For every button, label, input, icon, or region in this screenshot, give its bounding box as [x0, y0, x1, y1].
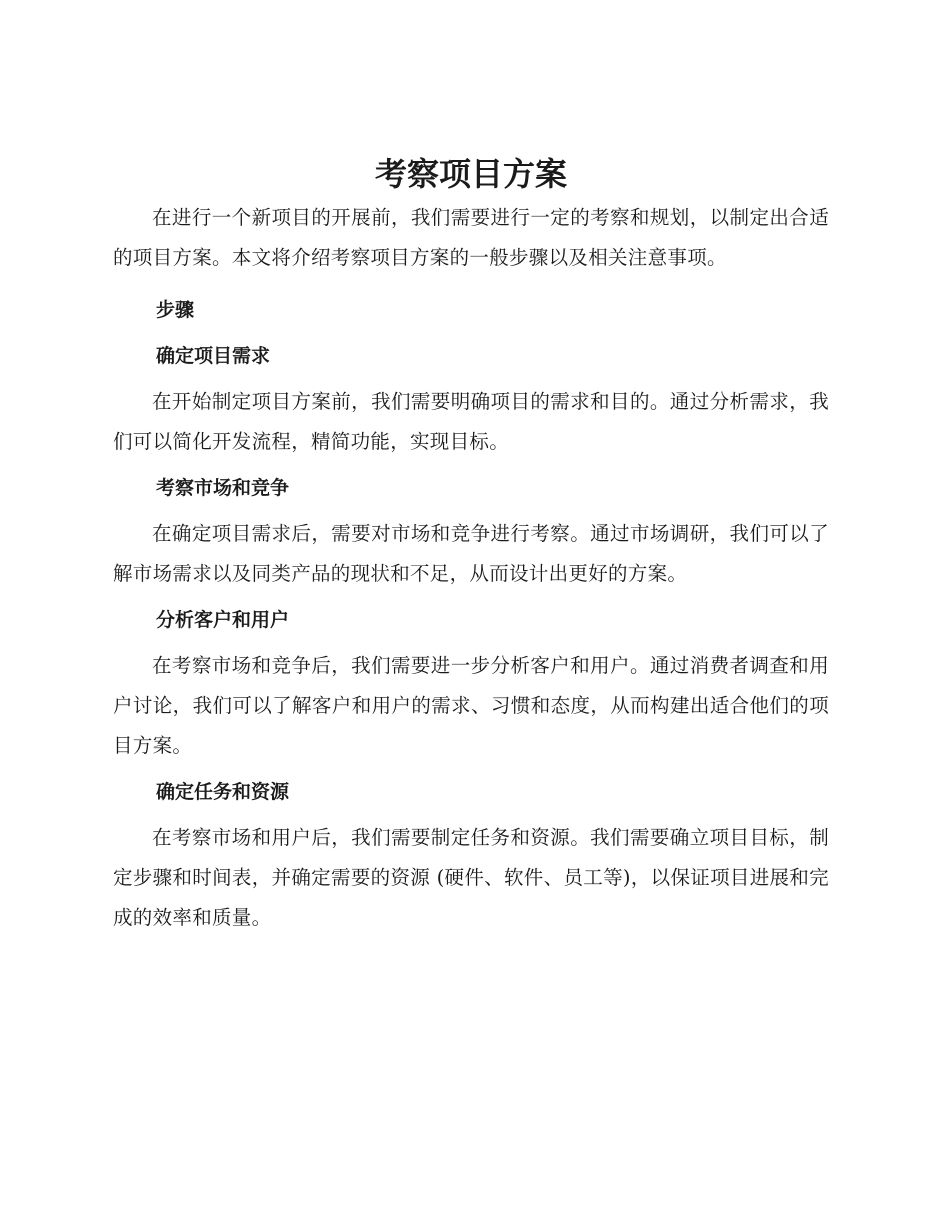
section-body: 在确定项目需求后，需要对市场和竞争进行考察。通过市场调研，我们可以了解市场需求以及同类产品的现状和不足，从而设计出更好的方案。 [113, 522, 829, 585]
section-heading: 分析客户和用户 [156, 609, 290, 631]
section-heading: 确定任务和资源 [156, 781, 290, 803]
section-body: 在考察市场和竞争后，我们需要进一步分析客户和用户。通过消费者调查和用户讨论，我们可以了解客户和用户的需求、习惯和态度，从而构建出适合他们的项目方案。 [113, 654, 829, 757]
section-body: 在考察市场和用户后，我们需要制定任务和资源。我们需要确立项目目标，制定步骤和时间表，并确定需要的资源 (硬件、软件、员工等)，以保证项目进展和完成的效率和质量。 [113, 826, 829, 929]
intro-paragraph: 在进行一个新项目的开展前，我们需要进行一定的考察和规划，以制定出合适的项目方案。本文将介绍考察项目方案的一般步骤以及相关注意事项。 [113, 206, 829, 269]
steps-heading: 步骤 [156, 299, 195, 321]
section-heading: 考察市场和竞争 [156, 477, 290, 499]
section-heading: 确定项目需求 [156, 345, 271, 367]
document-content [113, 150, 829, 938]
section-body: 在开始制定项目方案前，我们需要明确项目的需求和目的。通过分析需求，我们可以简化开发流程，精简功能，实现目标。 [113, 390, 829, 453]
document-title: 考察项目方案 [374, 155, 567, 193]
